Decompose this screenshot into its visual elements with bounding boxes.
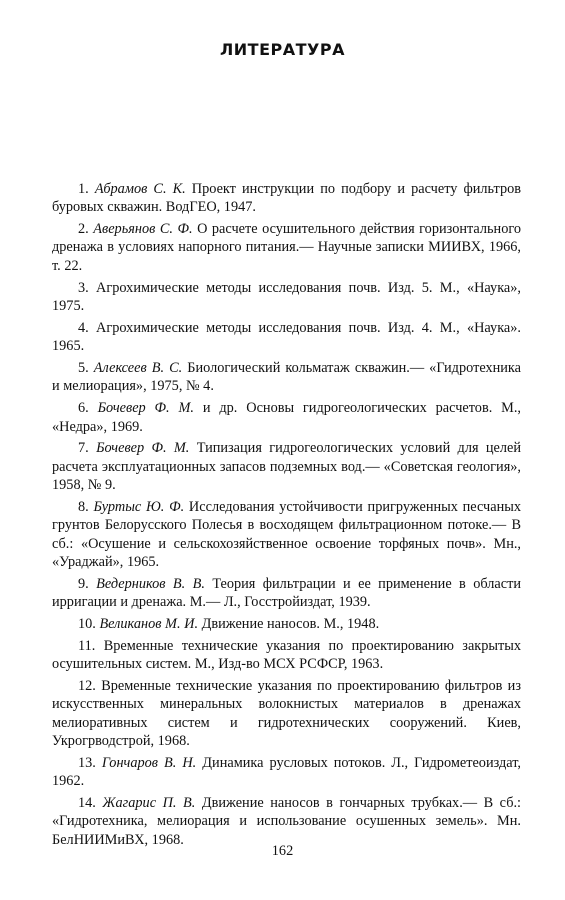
reference-number: 11.: [78, 637, 96, 654]
reference-item: [52, 180, 521, 217]
reference-item: [52, 754, 521, 791]
reference-text: Движение наносов в гончарных трубках.— В сб.: «Гидротехника, мелиорация и использование осушенных земель». Мн. БелНИИМиВХ, 1968.: [52, 794, 522, 848]
reference-item: [52, 575, 521, 612]
reference-author: Жагарис П. В.: [102, 794, 196, 811]
reference-item: [52, 319, 521, 356]
reference-number: 7.: [78, 440, 89, 457]
page-number: 162: [271, 843, 294, 859]
reference-author: Абрамов С. К.: [94, 181, 186, 197]
reference-number: 8.: [78, 498, 89, 515]
reference-number: 4.: [78, 319, 89, 336]
reference-author: Буртыс Ю. Ф.: [93, 498, 185, 515]
reference-text: Движение наносов. М., 1948.: [201, 615, 380, 632]
reference-text: и др. Основы гидрогеологических расчетов. М., «Недра», 1969.: [52, 400, 522, 435]
reference-number: 14.: [78, 794, 96, 811]
reference-text: Исследования устойчивости пригруженных песчаных грунтов Белорусского Полесья в восходящем фильтрационном потоке.— В сб.: «Осушение и сельскохозяйственное освоение торфяных почв». Мн., «Ураджай», 1965.: [52, 498, 521, 570]
reference-item: [52, 439, 521, 494]
reference-number: 5.: [78, 360, 89, 377]
reference-item: [52, 220, 521, 275]
reference-author: Ведерников В. В.: [96, 575, 205, 592]
reference-number: 1.: [78, 181, 89, 197]
reference-number: 12.: [78, 677, 96, 694]
reference-text: Агрохимические методы исследования почв. Изд. 4. М., «Наука». 1965.: [52, 319, 521, 355]
reference-number: 2.: [78, 221, 89, 238]
reference-item: [52, 794, 521, 849]
reference-text: Временные технические указания по проектированию фильтров из искусственных минеральных волокнистых материалов в дренажах мелиоративных систем и гидротехнических сооружений. Киев, Укрогрводстрой, 1968.: [52, 677, 521, 749]
reference-number: 3.: [78, 279, 89, 296]
reference-text: Биологический кольматаж скважин.— «Гидротехника и мелиорация», 1975, № 4.: [52, 360, 521, 395]
reference-list: [52, 180, 521, 852]
reference-author: Бочевер Ф. М.: [96, 440, 190, 457]
reference-item: [52, 498, 521, 571]
reference-author: Бочевер Ф. М.: [97, 400, 194, 417]
reference-author: Алексеев В. С.: [93, 360, 183, 377]
reference-item: [52, 637, 521, 674]
reference-item: [52, 677, 521, 750]
reference-text: Динамика русловых потоков. Л., Гидрометеоиздат, 1962.: [52, 754, 521, 790]
reference-item: [52, 615, 521, 633]
reference-item: [52, 359, 521, 396]
reference-item: [52, 399, 521, 436]
reference-text: Проект инструкции по подбору и расчету фильтров буровых скважин. ВодГЕО, 1947.: [52, 181, 521, 216]
reference-number: 10.: [78, 615, 96, 632]
reference-author: Аверьянов С. Ф.: [93, 221, 193, 238]
reference-number: 9.: [78, 575, 89, 592]
reference-text: Типизация гидрогеологических условий для целей расчета эксплуатационных запасов подземных вод.— «Советская геология», 1958, № 9.: [52, 440, 521, 494]
reference-number: 13.: [78, 754, 96, 771]
reference-text: Временные технические указания по проектированию закрытых осушительных систем. М., Изд-во МСХ РСФСР, 1963.: [52, 637, 521, 673]
reference-text: Теория фильтрации и ее применение в области ирригации и дренажа. М.— Л., Госстройиздат, 1939.: [52, 575, 521, 610]
reference-author: Великанов М. И.: [99, 615, 199, 632]
reference-text: Агрохимические методы исследования почв. Изд. 5. М., «Наука», 1975.: [52, 279, 521, 314]
reference-author: Гончаров В. Н.: [101, 754, 197, 771]
reference-text: О расчете осушительного действия горизонтального дренажа в условиях напорного питания.— Научные записки МИИВХ, 1966, т. 22.: [52, 221, 521, 274]
page-title: ЛИТЕРАТУРА: [220, 40, 345, 59]
reference-number: 6.: [78, 400, 89, 417]
reference-item: [52, 279, 521, 316]
